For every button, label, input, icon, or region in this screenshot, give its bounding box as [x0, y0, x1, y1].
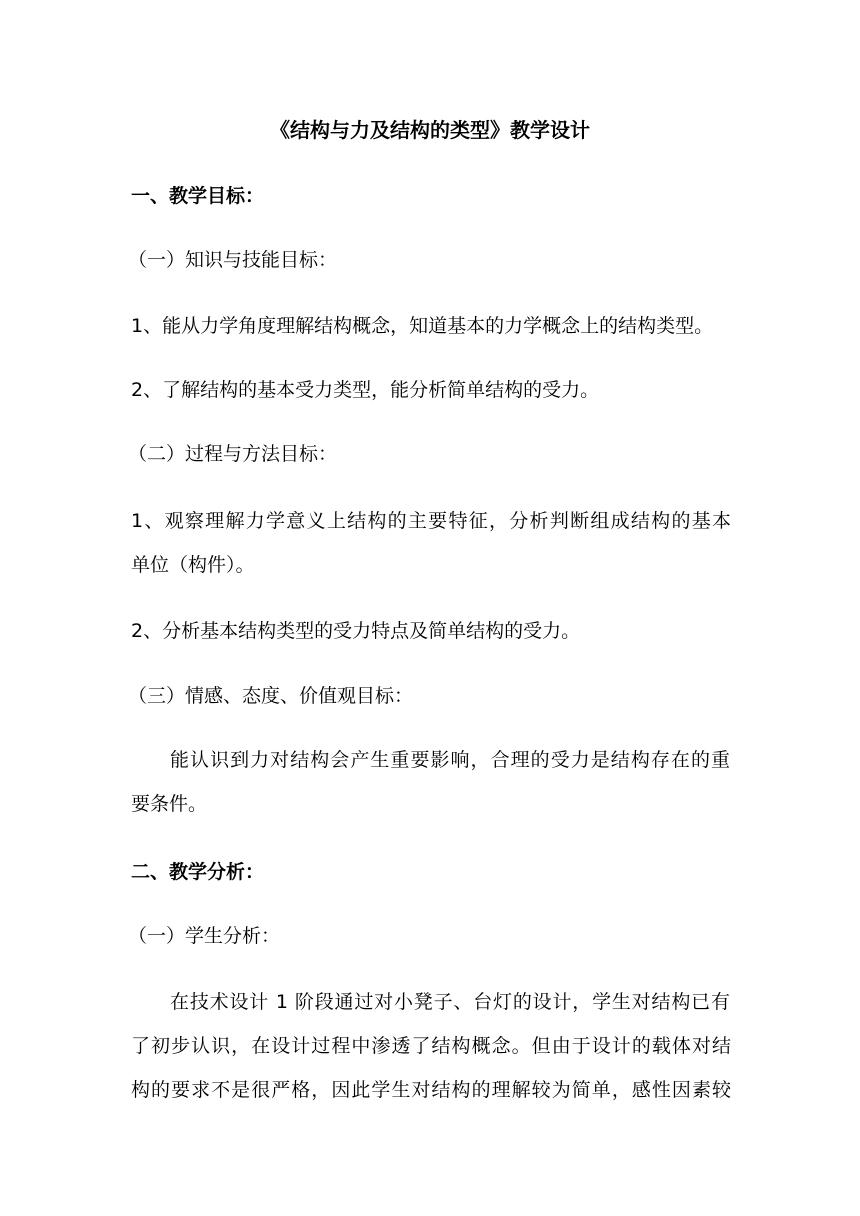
paragraph: 2、了解结构的基本受力类型，能分析简单结构的受力。 [131, 379, 600, 401]
document-title: 《结构与力及结构的类型》教学设计 [270, 118, 590, 142]
section-heading-objectives: 一、教学目标： [131, 185, 265, 207]
paragraph-continuation: 单位（构件）。 [131, 554, 255, 576]
paragraph-continuation: 要条件。 [131, 793, 208, 815]
paragraph: 1、观察理解力学意义上结构的主要特征，分析判断组成结构的基本 [131, 510, 731, 532]
paragraph-continuation: 了初步认识，在设计过程中渗透了结构概念。但由于设计的载体对结 [131, 1035, 731, 1057]
subheading-student-analysis: （一）学生分析： [128, 925, 281, 947]
paragraph-continuation: 构的要求不是很严格，因此学生对结构的理解较为简单，感性因素较 [131, 1079, 731, 1101]
paragraph: 在技术设计 1 阶段通过对小凳子、台灯的设计，学生对结构已有 [170, 991, 730, 1013]
paragraph: 2、分析基本结构类型的受力特点及简单结构的受力。 [131, 620, 581, 642]
paragraph: 1、能从力学角度理解结构概念，知道基本的力学概念上的结构类型。 [131, 315, 714, 337]
subheading-emotion-values: （三）情感、态度、价值观目标： [128, 685, 414, 707]
subheading-process-method: （二）过程与方法目标： [128, 443, 338, 465]
paragraph: 能认识到力对结构会产生重要影响，合理的受力是结构存在的重 [170, 749, 730, 771]
section-heading-analysis: 二、教学分析： [131, 861, 265, 883]
subheading-knowledge-skills: （一）知识与技能目标： [128, 249, 338, 271]
